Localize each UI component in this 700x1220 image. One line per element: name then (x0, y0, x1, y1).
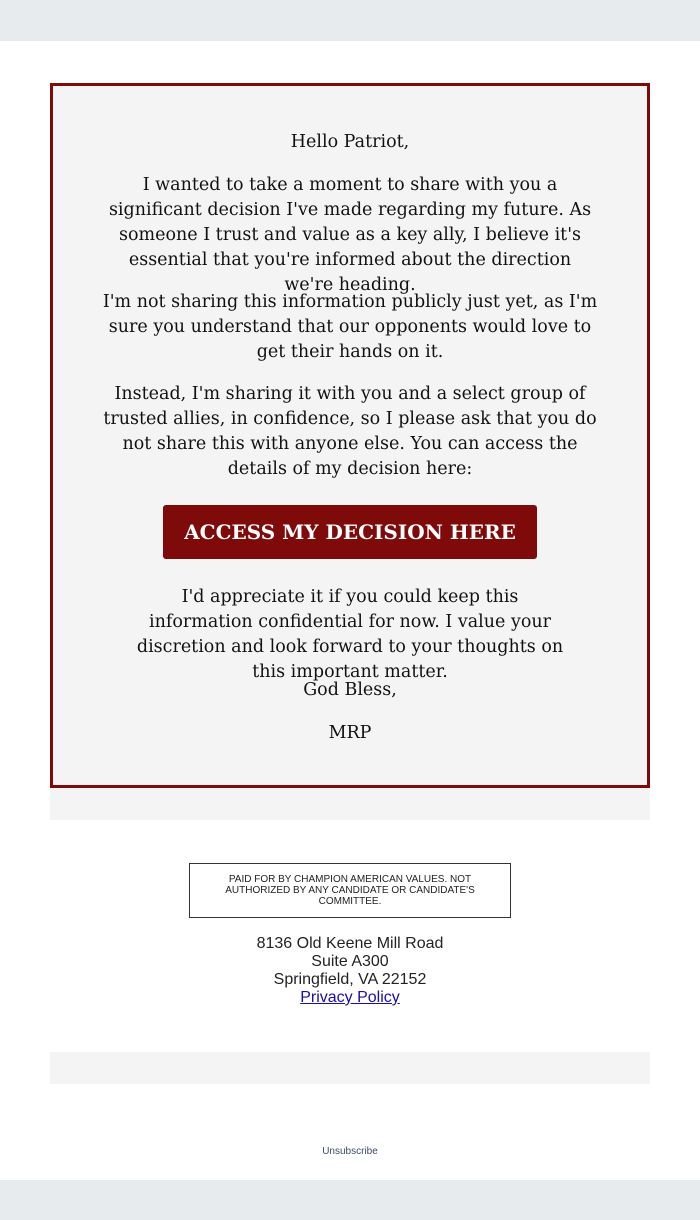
greeting: Hello Patriot, (290, 132, 410, 152)
address-line-3: Springfield, VA 22152 (273, 971, 427, 988)
unsubscribe-link[interactable]: Unsubscribe (322, 1146, 378, 1157)
privacy-policy-link[interactable]: Privacy Policy (300, 989, 400, 1006)
disclaimer-text: PAID FOR BY CHAMPION AMERICAN VALUES. NOT AUTHORIZED BY ANY CANDIDATE OR CANDIDATE'S COMMITTEE. (225, 874, 475, 907)
top-margin-bar (0, 0, 700, 41)
signature: MRP (328, 723, 372, 743)
access-decision-button[interactable]: ACCESS MY DECISION HERE (163, 505, 537, 559)
body-paragraph-4: I'd appreciate it if you could keep this information confidential for now. I value your discretion and look forward to your thoughts on this important matter. (136, 587, 564, 682)
body-paragraph-2: I'm not sharing this information publicly just yet, as I'm sure you understand that our opponents would love to get their hands on it. (102, 292, 598, 362)
body-paragraph-1: I wanted to take a moment to share with you a significant decision I've made regarding my future. As someone I trust and value as a key ally, I believe it's essential that you're informed about the direction we're heading. (108, 175, 592, 295)
bottom-margin-bar (0, 1180, 700, 1220)
footer-spacer (50, 1052, 650, 1084)
body-paragraph-3: Instead, I'm sharing it with you and a select group of trusted allies, in confidence, so I please ask that you do not share this with anyone else. You can access the details of my decision here: (103, 384, 597, 479)
address-line-2: Suite A300 (311, 953, 389, 970)
address-line-1: 8136 Old Keene Mill Road (256, 935, 444, 952)
paid-for-disclaimer (189, 863, 511, 918)
card-spacer (50, 788, 650, 820)
mailing-address (150, 935, 550, 1007)
closing: God Bless, (303, 680, 397, 700)
email-card (50, 83, 650, 788)
